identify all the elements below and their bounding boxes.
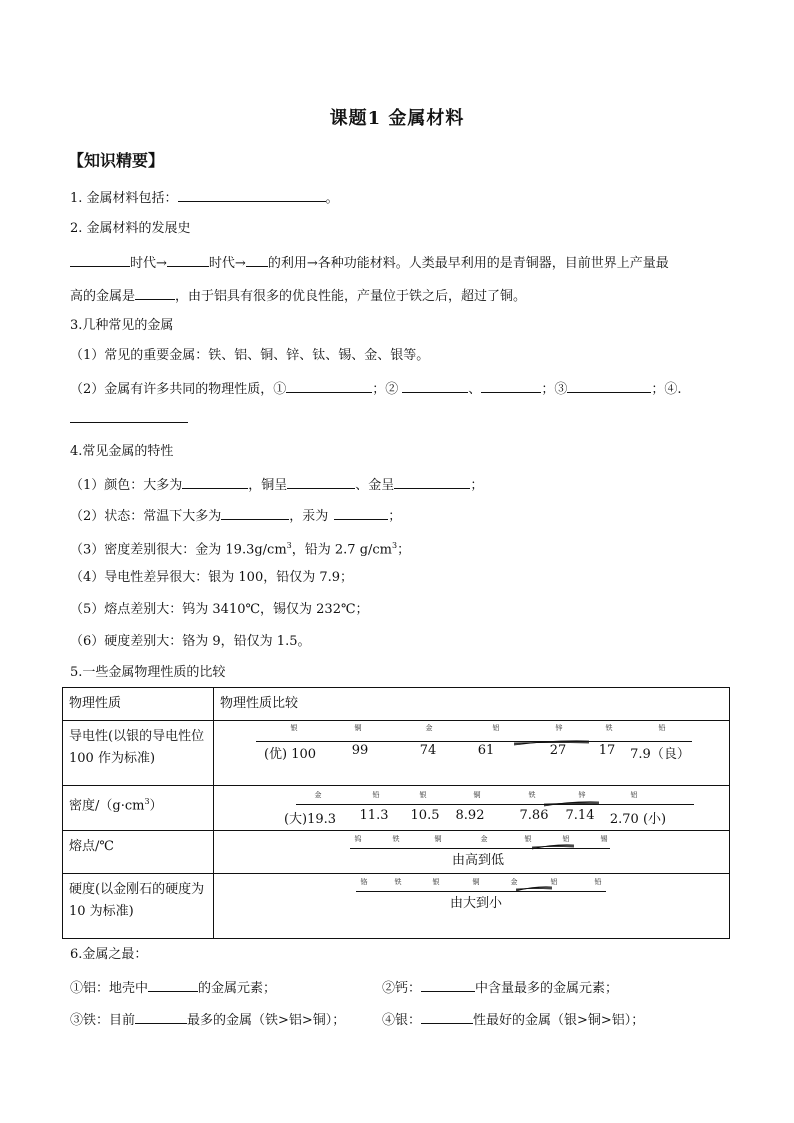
blank[interactable] bbox=[70, 408, 188, 423]
density-scale bbox=[214, 786, 729, 830]
metal-value: 2.70 (小) bbox=[609, 812, 667, 827]
blank[interactable] bbox=[221, 505, 289, 520]
blank[interactable] bbox=[135, 1009, 187, 1024]
blank[interactable] bbox=[421, 977, 475, 992]
blank[interactable] bbox=[402, 378, 468, 393]
metal-label: 铁 bbox=[392, 835, 400, 843]
blank[interactable] bbox=[394, 474, 470, 489]
item-6-4: ④银： 性最好的金属（银>铜>铝）； bbox=[382, 1009, 644, 1030]
table-row bbox=[63, 831, 730, 874]
metal-label: 铁 bbox=[394, 878, 402, 886]
item-3-2: （2）金属有许多共同的物理性质，① ；② 、 ；③ ；④. bbox=[70, 378, 681, 399]
blank[interactable] bbox=[287, 474, 355, 489]
blank[interactable] bbox=[178, 187, 326, 202]
metal-value: 99 bbox=[351, 743, 369, 758]
metal-label: 银 bbox=[290, 724, 298, 732]
section-heading: 【知识精要】 bbox=[68, 151, 165, 170]
item-3-heading: 3.几种常见的金属 bbox=[70, 318, 174, 333]
item-4-heading: 4.常见金属的特性 bbox=[70, 444, 174, 459]
metal-label: 铅 bbox=[594, 878, 602, 886]
metal-value: 7.14 bbox=[565, 808, 595, 823]
metal-value: 10.5 bbox=[410, 808, 440, 823]
scale-wedge bbox=[532, 843, 574, 851]
blank[interactable] bbox=[334, 505, 388, 520]
metal-label: 银 bbox=[419, 791, 427, 799]
metal-label: 铜 bbox=[473, 791, 481, 799]
row-label-conductivity: 导电性(以银的导电性位 100 作为标准) bbox=[63, 721, 214, 786]
metal-label: 金 bbox=[425, 724, 433, 732]
metal-label: 铝 bbox=[492, 724, 500, 732]
page-title: 课题1 金属材料 bbox=[329, 108, 465, 129]
item-6-heading: 6.金属之最： bbox=[70, 947, 148, 962]
metal-label: 金 bbox=[480, 835, 488, 843]
metal-label: 银 bbox=[524, 835, 532, 843]
item-2-line-1: 时代→ 时代→ 的利用→各种功能材料。人类最早利用的是青铜器，目前世界上产量最 bbox=[70, 252, 669, 273]
table-header-row bbox=[63, 688, 730, 721]
item-3-2-cont bbox=[70, 408, 188, 429]
blank[interactable] bbox=[182, 474, 248, 489]
item-3-1: （1）常见的重要金属：铁、铝、铜、锌、钛、锡、金、银等。 bbox=[70, 348, 430, 363]
metal-label: 铜 bbox=[354, 724, 362, 732]
metal-label: 铝 bbox=[562, 835, 570, 843]
item-1: 1. 金属材料包括： 。 bbox=[70, 187, 339, 208]
metal-value: 17 bbox=[598, 743, 616, 758]
blank[interactable] bbox=[567, 378, 651, 393]
metal-value: (大)19.3 bbox=[283, 812, 337, 827]
metal-value: 11.3 bbox=[359, 808, 389, 823]
table-row bbox=[63, 786, 730, 831]
metal-label: 铬 bbox=[360, 878, 368, 886]
item-5-heading: 5.一些金属物理性质的比较 bbox=[70, 665, 226, 680]
metal-label: 锌 bbox=[555, 724, 563, 732]
scale-line bbox=[256, 741, 692, 742]
item-2-heading: 2. 金属材料的发展史 bbox=[70, 221, 191, 236]
metal-label: 铅 bbox=[372, 791, 380, 799]
hardness-scale bbox=[214, 874, 729, 938]
item-4-3: （3）密度差别很大：金为 $19.3g/cm^3$，铅为 2.7 $g/cm^3$； bbox=[70, 541, 411, 558]
scale-caption: 由大到小 bbox=[449, 896, 503, 911]
metal-label: 金 bbox=[510, 878, 518, 886]
table-header-cell: 物理性质 bbox=[63, 688, 214, 721]
comparison-table bbox=[62, 687, 730, 939]
metal-value: (优) 100 bbox=[263, 747, 317, 762]
item-6-1: ①铝：地壳中 的金属元素； bbox=[70, 977, 276, 998]
blank[interactable] bbox=[70, 252, 130, 267]
metal-label: 铁 bbox=[528, 791, 536, 799]
scale-wedge bbox=[544, 800, 599, 808]
blank[interactable] bbox=[421, 1009, 473, 1024]
metal-label: 铜 bbox=[434, 835, 442, 843]
blank[interactable] bbox=[135, 285, 175, 300]
metal-label: 锡 bbox=[600, 835, 608, 843]
table-header-cell: 物理性质比较 bbox=[214, 688, 730, 721]
item-4-5: （5）熔点差别大：钨为 3410℃，锡仅为 232℃； bbox=[70, 602, 369, 617]
metal-label: 铝 bbox=[630, 791, 638, 799]
row-label-density: 密度$/(g\cdot cm^3)$ bbox=[63, 786, 214, 831]
blank[interactable] bbox=[481, 378, 541, 393]
scale-caption: 由高到低 bbox=[451, 853, 505, 868]
scale-line bbox=[296, 804, 694, 805]
metal-value: 61 bbox=[477, 743, 495, 758]
metal-label: 金 bbox=[314, 791, 322, 799]
item-4-1: （1）颜色：大多为 ，铜呈 、金呈 ； bbox=[70, 474, 483, 495]
metal-value: 7.86 bbox=[519, 808, 549, 823]
metal-label: 铝 bbox=[550, 878, 558, 886]
metal-label: 钨 bbox=[354, 835, 362, 843]
metal-label: 铜 bbox=[472, 878, 480, 886]
blank[interactable] bbox=[167, 252, 209, 267]
melting-point-scale bbox=[214, 831, 729, 873]
blank[interactable] bbox=[148, 977, 198, 992]
table-row bbox=[63, 721, 730, 786]
blank[interactable] bbox=[246, 252, 268, 267]
metal-label: 铁 bbox=[605, 724, 613, 732]
row-label-melting-point: 熔点/℃ bbox=[63, 831, 214, 874]
item-4-6: （6）硬度差别大：铬为 9，铅仅为 1.5。 bbox=[70, 634, 311, 649]
metal-value: 74 bbox=[419, 743, 437, 758]
metal-value: 8.92 bbox=[455, 808, 485, 823]
metal-value: 27 bbox=[549, 743, 567, 758]
item-2-line-2: 高的金属是 ，由于铝具有很多的优良性能，产量位于铁之后，超过了铜。 bbox=[70, 285, 526, 306]
row-label-hardness: 硬度(以金刚石的硬度为 10 为标准) bbox=[63, 874, 214, 939]
metal-label: 银 bbox=[432, 878, 440, 886]
table-row bbox=[63, 874, 730, 939]
scale-wedge bbox=[516, 885, 552, 893]
metal-value: 7.9（良） bbox=[630, 747, 690, 762]
metal-label: 铅 bbox=[658, 724, 666, 732]
conductivity-scale bbox=[214, 721, 729, 785]
item-6-3: ③铁：目前 最多的金属（铁>铝>铜）； bbox=[70, 1009, 345, 1030]
item-6-2: ②钙： 中含量最多的金属元素； bbox=[382, 977, 618, 998]
metal-label: 锌 bbox=[578, 791, 586, 799]
blank[interactable] bbox=[286, 378, 372, 393]
item-4-4: （4）导电性差异很大：银为 100，铅仅为 7.9； bbox=[70, 570, 354, 585]
item-4-2: （2）状态：常温下大多为 ，汞为 ； bbox=[70, 505, 401, 526]
